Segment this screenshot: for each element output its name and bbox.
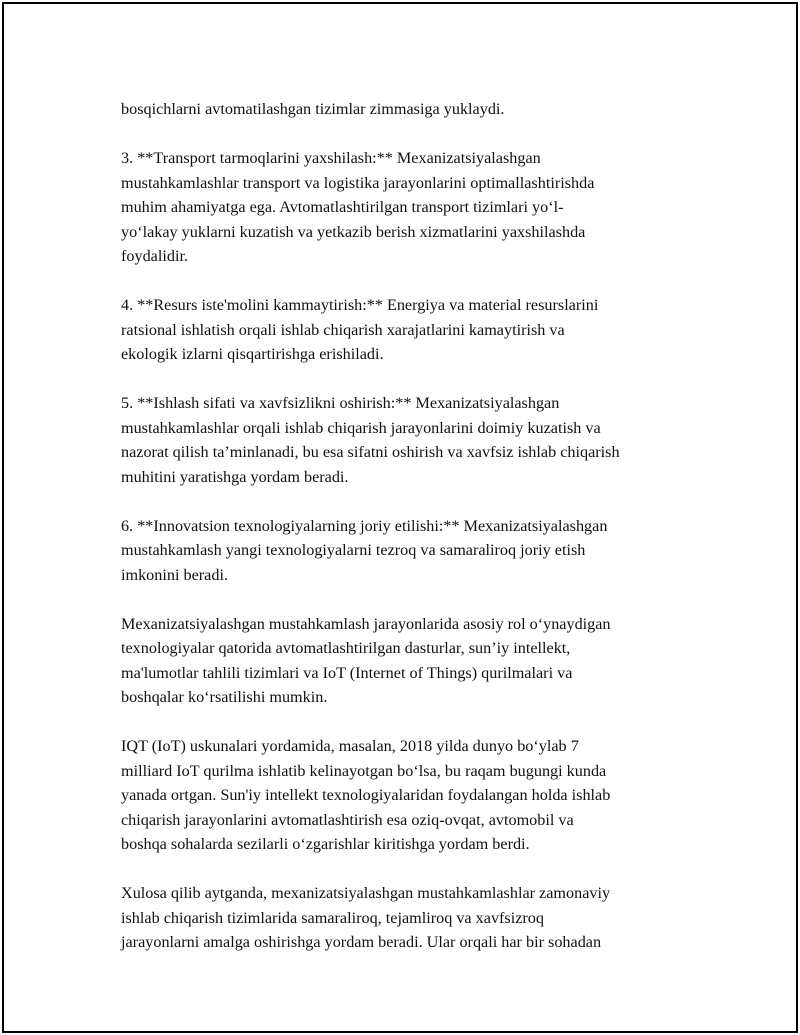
- text-line: muhitini yaratishga yordam beradi.: [121, 467, 349, 486]
- text-line: foydalidir.: [121, 247, 188, 265]
- text-line: yanada ortgan. Sun'iy intellekt texnologiyalaridan foydalangan holda ishlab: [121, 786, 611, 804]
- text-line: 3. **Transport tarmoqlarini yaxshilash:** Mexanizatsiyalashgan: [121, 149, 541, 167]
- paragraph-item-4: [121, 293, 706, 367]
- paragraph-item-5: [121, 391, 706, 489]
- paragraph-conclusion: [121, 881, 706, 955]
- text-line: IQT (IoT) uskunalari yordamida, masalan, 2018 yilda dunyo bo‘ylab 7: [121, 737, 579, 755]
- text-line: imkonini beradi.: [121, 565, 228, 584]
- text-line: milliard IoT qurilma ishlatib kelinayotgan bo‘lsa, bu raqam bugungi kunda: [121, 761, 607, 780]
- page: [2, 2, 798, 1033]
- text-line: Xulosa qilib aytganda, mexanizatsiyalashgan mustahkamlashlar zamonaviy: [121, 884, 611, 902]
- text-line: ma'lumotlar tahlili tizimlari va IoT (Internet of Things) qurilmalari va: [121, 663, 573, 682]
- text-line: mustahkamlashlar orqali ishlab chiqarish jarayonlarini doimiy kuzatish va: [121, 418, 601, 437]
- text-line: mustahkamlash yangi texnologiyalarni tezroq va samaraliroq joriy etish: [121, 541, 586, 559]
- document-body: [121, 97, 706, 979]
- text-line: nazorat qilish ta’minlanadi, bu esa sifatni oshirish va xavfsiz ishlab chiqarish: [121, 443, 620, 461]
- text-line: chiqarish jarayonlarini avtomatlashtirish esa oziq-ovqat, avtomobil va: [121, 810, 574, 829]
- text-line: 4. **Resurs iste'molini kammaytirish:** Energiya va material resurslarini: [121, 296, 599, 314]
- text-line: boshqa sohalarda sezilarli o‘zgarishlar kiritishga yordam berdi.: [121, 835, 530, 853]
- text-line: bosqichlarni avtomatilashgan tizimlar zimmasiga yuklaydi.: [121, 100, 505, 118]
- text-line: mustahkamlashlar transport va logistika jarayonlarini optimallashtirishda: [121, 173, 595, 192]
- text-line: jarayonlarni amalga oshirishga yordam beradi. Ular orqali har bir sohadan: [121, 933, 602, 951]
- text-line: ishlab chiqarish tizimlarida samaraliroq, tejamliroq va xavfsizroq: [121, 908, 544, 927]
- paragraph-item-3: [121, 146, 706, 269]
- paragraph-iot: [121, 734, 706, 857]
- paragraph-item-6: [121, 514, 706, 588]
- text-line: yo‘lakay yuklarni kuzatish va yetkazib berish xizmatlarini yaxshilashda: [121, 222, 586, 241]
- text-line: 5. **Ishlash sifati va xavfsizlikni oshirish:** Mexanizatsiyalashgan: [121, 394, 560, 412]
- text-line: muhim ahamiyatga ega. Avtomatlashtirilgan transport tizimlari yo‘l-: [121, 198, 564, 216]
- paragraph-technologies: [121, 612, 706, 710]
- text-line: boshqalar ko‘rsatilishi mumkin.: [121, 688, 328, 706]
- text-line: Mexanizatsiyalashgan mustahkamlash jarayonlarida asosiy rol o‘ynaydigan: [121, 614, 611, 633]
- text-line: 6. **Innovatsion texnologiyalarning joriy etilishi:** Mexanizatsiyalashgan: [121, 516, 608, 535]
- text-line: texnologiyalar qatorida avtomatlashtirilgan dasturlar, sun’iy intellekt,: [121, 639, 571, 657]
- paragraph-continuation: [121, 97, 706, 122]
- text-line: ekologik izlarni qisqartirishga erishiladi.: [121, 345, 384, 363]
- text-line: ratsional ishlatish orqali ishlab chiqarish xarajatlarini kamaytirish va: [121, 320, 565, 339]
